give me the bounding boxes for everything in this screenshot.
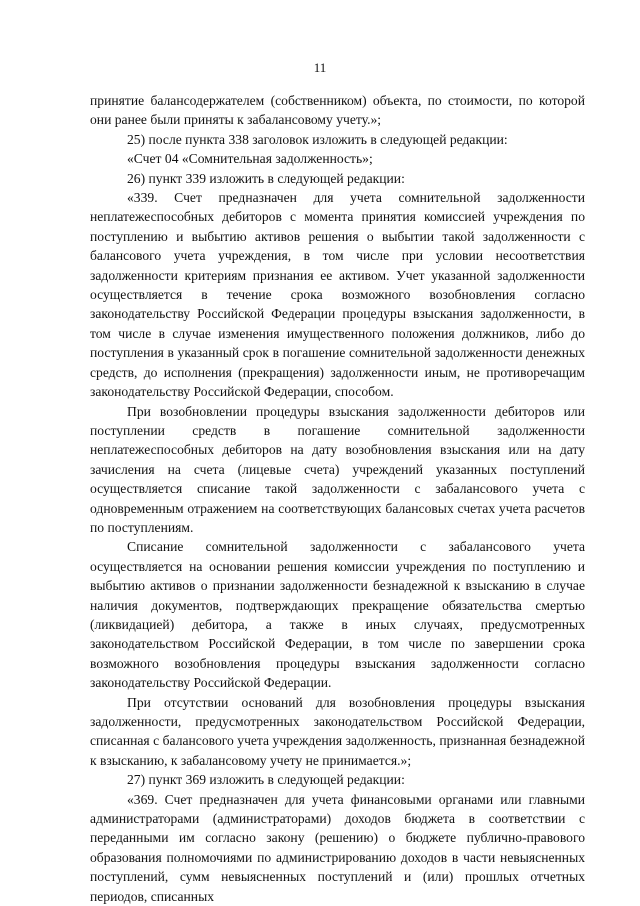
paragraph: 27) пункт 369 изложить в следующей редакции: — [127, 772, 405, 788]
paragraph: 26) пункт 339 изложить в следующей редакции: — [127, 170, 405, 186]
paragraph: 25) после пункта 338 заголовок изложить в следующей редакции: — [127, 131, 508, 147]
paragraph: Списание сомнительной задолженности с забалансового учета осуществляется на основании решения комиссии учреждения по поступлению и выбытию активов о признании задолженности безнадежной к взысканию в случае наличия документов, подтверждающих прекращение обязательства смертью (ликвидацией) дебитора, а также в иных случаях, предусмотренных законодательством Российской Федерации, в том числе по завершении срока возможного возобновления процедуры взыскания задолженности согласно законодательству Российской Федерации. — [90, 539, 585, 691]
document-body — [90, 91, 585, 906]
paragraph: При отсутствии оснований для возобновления процедуры взыскания задолженности, предусмотренных законодательством Российской Федерации, списанная с балансового учета учреждения задолженность, признанная безнадежной к взысканию, к забалансовому учету не принимается.»; — [90, 694, 585, 768]
paragraph: «339. Счет предназначен для учета сомнительной задолженности неплатежеспособных дебиторов с момента принятия комиссией учреждения по поступлению и выбытию активов решения о выбытии такой задолженности с балансового учета учреждения, в том числе при условии несоответствия задолженности критериям признания ее активом. Учет указанной задолженности осуществляется в течение срока возможного возобновления согласно законодательству Российской Федерации процедуры взыскания задолженности, в том числе в случае изменения имущественного положения должников, либо до поступления в указанный срок в погашение сомнительной задолженности денежных средств, до исполнения (прекращения) задолженности иным, не противоречащим законодательству Российской Федерации, способом. — [90, 190, 585, 400]
paragraph: «Счет 04 «Сомнительная задолженность»; — [127, 151, 373, 167]
paragraph: принятие балансодержателем (собственником) объекта, по стоимости, по которой они ранее были приняты к забалансовому учету.»; — [90, 93, 585, 128]
paragraph: «369. Счет предназначен для учета финансовыми органами или главными администраторами (администраторами) доходов бюджета в соответствии с переданными им согласно закону (решению) о бюджете публично-правового образования полномочиями по администрированию доходов в части невыясненных поступлений, сумм невыясненных поступлений и (или) прошлых отчетных периодов, списанных — [90, 791, 585, 904]
page-number: 11 — [313, 60, 327, 75]
paragraph: При возобновлении процедуры взыскания задолженности дебиторов или поступлении средств в погашение сомнительной задолженности неплатежеспособных дебиторов на дату возобновления взыскания или на дату зачисления на счета (лицевые счета) учреждений указанных поступлений осуществляется списание такой задолженности с забалансового учета с одновременным отражением на соответствующих балансовых счетах учета расчетов по поступлениям. — [90, 403, 585, 535]
